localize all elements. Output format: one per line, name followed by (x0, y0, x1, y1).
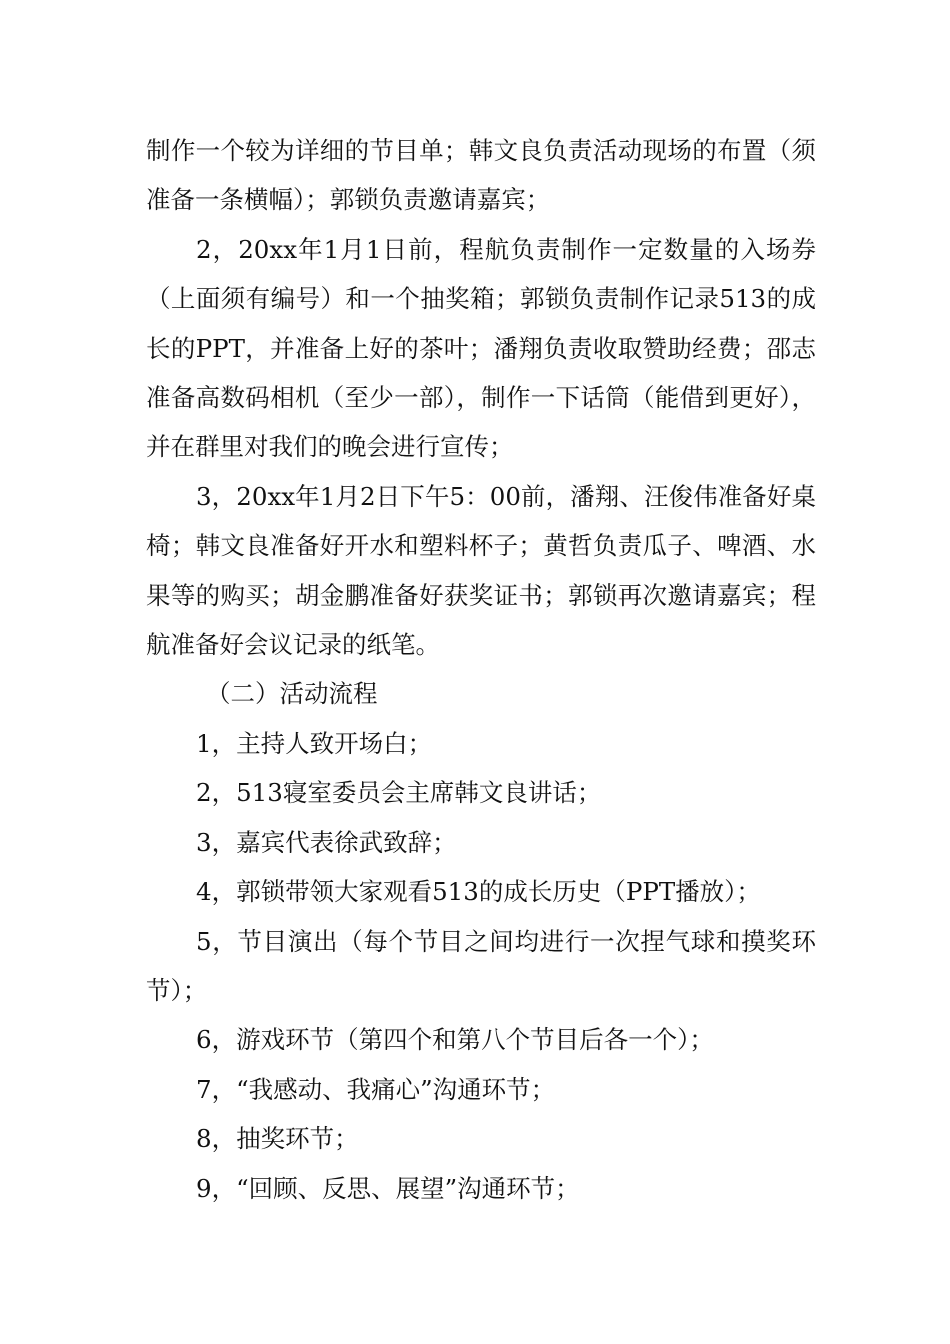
flow-step-8: 8，抽奖环节； (196, 1124, 359, 1154)
flow-step-7: 7，“我感动、我痛心”沟通环节； (196, 1074, 556, 1104)
flow-step-1: 1，主持人致开场白； (196, 728, 433, 758)
paragraph-continued: 制作一个较为详细的节目单；韩文良负责活动现场的布置（须准备一条横幅）；郭锁负责邀请嘉宾； (146, 136, 816, 215)
flow-step-3: 3，嘉宾代表徐武致辞； (196, 827, 457, 857)
paragraph-prep-step-3: 3，20xx年1月2日下午5：00前，潘翔、汪俊伟准备好桌椅；韩文良准备好开水和塑料杯子；黄哲负责瓜子、啤酒、水果等的购买；胡金鹏准备好获奖证书；郭锁再次邀请嘉宾；程航准备好会议记录的纸笔。 (146, 481, 816, 660)
flow-step-6: 6，游戏环节（第四个和第八个节目后各一个）； (196, 1025, 714, 1055)
paragraph-prep-step-2: 2，20xx年1月1日前，程航负责制作一定数量的入场券（上面须有编号）和一个抽奖箱；郭锁负责制作记录513的成长的PPT，并准备上好的茶叶；潘翔负责收取赞助经费；邵志准备高数码相机（至少一部），制作一下话筒（能借到更好），并在群里对我们的晚会进行宣传； (146, 234, 816, 462)
flow-step-2: 2，513寝室委员会主席韩文良讲话； (196, 778, 602, 808)
flow-step-9: 9，“回顾、反思、展望”沟通环节； (196, 1173, 580, 1203)
section-heading-activity-flow: （二）活动流程 (206, 679, 378, 709)
document-body (146, 126, 816, 1213)
flow-step-5: 5，节目演出（每个节目之间均进行一次捏气球和摸奖环节）； (146, 926, 816, 1005)
flow-step-4: 4，郭锁带领大家观看513的成长历史（PPT播放）； (196, 877, 761, 907)
